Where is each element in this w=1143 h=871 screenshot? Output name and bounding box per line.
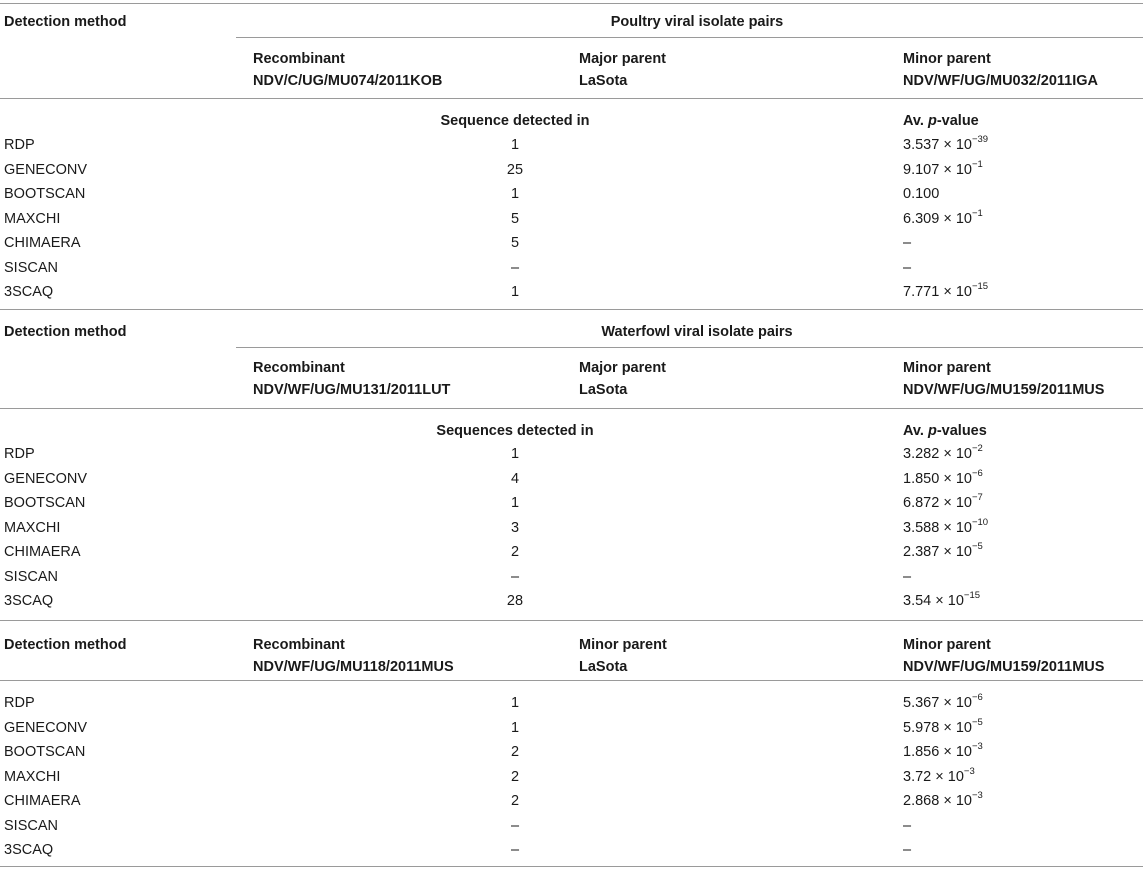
times-symbol: × — [943, 719, 952, 736]
method-name: GENECONV — [4, 161, 87, 178]
pvalue-column-header — [903, 422, 987, 440]
p-value-mantissa: 3.54 — [903, 593, 932, 609]
times-symbol: × — [943, 519, 952, 536]
p-value — [903, 568, 911, 586]
method-name: SISCAN — [4, 817, 58, 834]
times-symbol: × — [943, 284, 952, 300]
parent-b-label: Minor parent — [903, 51, 991, 67]
parent-a-name: LaSota — [579, 382, 628, 398]
p-value — [903, 494, 983, 512]
p-value — [903, 792, 983, 810]
sequence-count: 28 — [506, 593, 524, 609]
p-value — [903, 817, 911, 835]
method-name: CHIMAERA — [4, 793, 81, 809]
p-value-base: 10 — [955, 495, 972, 511]
p-value-base: 10 — [947, 768, 964, 785]
method-name: RDP — [4, 137, 35, 153]
p-value-base: 10 — [955, 744, 972, 760]
sequence-count: 5 — [510, 235, 520, 251]
times-symbol: × — [943, 446, 952, 462]
method-name: MAXCHI — [4, 768, 61, 785]
parent-b-name: NDV/WF/UG/MU159/2011MUS — [903, 659, 1105, 675]
p-value-exponent: −6 — [971, 692, 983, 704]
parent-b-name: NDV/WF/UG/MU159/2011MUS — [903, 382, 1105, 398]
table-rule — [0, 309, 1143, 310]
p-value-base: 10 — [955, 719, 972, 736]
p-value-exponent: −7 — [971, 492, 983, 504]
parent-a-label: Major parent — [579, 51, 667, 67]
sequence-count: 3 — [510, 519, 520, 536]
times-symbol: × — [943, 744, 952, 760]
p-value-plain: 0.100 — [903, 186, 940, 202]
p-value-exponent: −15 — [971, 281, 989, 293]
pvalue-header-post: -values — [936, 423, 987, 439]
sequence-count: 25 — [506, 161, 524, 178]
p-value-mantissa: 5.367 — [903, 695, 940, 711]
recombinant-label: Recombinant — [253, 637, 345, 653]
times-symbol: × — [943, 495, 952, 511]
p-value-mantissa: 2.868 — [903, 793, 940, 809]
recombinant-name: NDV/WF/UG/MU131/2011LUT — [253, 382, 451, 398]
method-name: GENECONV — [4, 719, 87, 736]
p-value — [903, 743, 983, 761]
p-value-plain: – — [903, 235, 912, 251]
p-value — [903, 283, 988, 301]
p-value-base: 10 — [955, 470, 972, 487]
group-title-rule — [236, 347, 1143, 348]
sequence-count: 1 — [510, 719, 520, 736]
p-value-base: 10 — [955, 544, 972, 560]
p-value-mantissa: 3.72 — [903, 768, 932, 785]
times-symbol: × — [935, 593, 944, 609]
p-value-exponent: −3 — [963, 765, 975, 777]
pvalue-header-italic: p — [927, 113, 937, 129]
method-name: SISCAN — [4, 259, 58, 276]
p-value-mantissa: 7.771 — [903, 284, 940, 300]
sequence-count: – — [510, 259, 520, 276]
section-subrule — [0, 98, 1143, 99]
p-value — [903, 185, 939, 203]
p-value — [903, 716, 983, 737]
p-value — [903, 207, 983, 228]
times-symbol: × — [943, 137, 952, 153]
pvalue-header-post: -value — [936, 113, 979, 129]
method-name: BOOTSCAN — [4, 495, 86, 511]
p-value-base: 10 — [955, 210, 972, 227]
p-value-plain: – — [903, 817, 912, 834]
table-rule — [0, 620, 1143, 621]
sequence-count: 1 — [510, 284, 520, 300]
p-value-base: 10 — [955, 446, 972, 462]
p-value-exponent: −3 — [971, 790, 983, 802]
recombinant-name: NDV/C/UG/MU074/2011KOB — [253, 73, 443, 89]
p-value-exponent: −39 — [971, 134, 989, 146]
parent-a-name: LaSota — [579, 73, 628, 89]
pvalue-column-header — [903, 112, 979, 130]
p-value-exponent: −6 — [971, 467, 983, 479]
p-value — [903, 516, 989, 537]
p-value — [903, 158, 983, 179]
method-name: SISCAN — [4, 568, 58, 585]
parent-a-label: Minor parent — [579, 637, 667, 653]
p-value — [903, 543, 983, 561]
p-value — [903, 445, 983, 463]
p-value-mantissa: 1.856 — [903, 744, 940, 760]
parent-b-name: NDV/WF/UG/MU032/2011IGA — [903, 73, 1098, 89]
recombinant-label: Recombinant — [253, 51, 345, 67]
detection-method-header: Detection method — [4, 14, 127, 30]
p-value — [903, 467, 983, 488]
method-name: CHIMAERA — [4, 235, 81, 251]
sequence-count: 2 — [510, 793, 520, 809]
times-symbol: × — [943, 695, 952, 711]
p-value — [903, 841, 911, 859]
sequence-count: – — [510, 842, 520, 858]
parent-b-label: Minor parent — [903, 360, 991, 376]
p-value-exponent: −3 — [971, 741, 983, 753]
detection-method-header: Detection method — [4, 637, 127, 653]
p-value — [903, 259, 911, 277]
sequence-count: 2 — [510, 768, 520, 785]
p-value-plain: – — [903, 842, 912, 858]
pvalue-header-pre: Av. — [903, 113, 928, 129]
times-symbol: × — [943, 161, 952, 178]
times-symbol: × — [943, 793, 952, 809]
method-name: 3SCAQ — [4, 284, 54, 300]
times-symbol: × — [943, 210, 952, 227]
p-value-mantissa: 6.309 — [903, 210, 940, 227]
p-value-exponent: −1 — [971, 158, 983, 170]
p-value-base: 10 — [955, 284, 972, 300]
section-subrule — [0, 408, 1143, 409]
sequence-count: 1 — [510, 495, 520, 511]
method-name: RDP — [4, 695, 35, 711]
sequence-count: – — [510, 568, 520, 585]
p-value-base: 10 — [955, 695, 972, 711]
parent-a-label: Major parent — [579, 360, 667, 376]
method-name: BOOTSCAN — [4, 744, 86, 760]
parent-b-label: Minor parent — [903, 637, 991, 653]
sequence-count: 4 — [510, 470, 520, 487]
p-value-base: 10 — [955, 161, 972, 178]
p-value-base: 10 — [955, 793, 972, 809]
p-value-mantissa: 1.850 — [903, 470, 940, 487]
method-name: CHIMAERA — [4, 544, 81, 560]
count-column-header: Sequences detected in — [436, 423, 594, 439]
p-value-mantissa: 3.537 — [903, 137, 940, 153]
p-value-mantissa: 3.588 — [903, 519, 940, 536]
times-symbol: × — [943, 544, 952, 560]
sequence-count: 1 — [510, 446, 520, 462]
p-value-exponent: −1 — [971, 207, 983, 219]
sequence-count: – — [510, 817, 520, 834]
p-value-mantissa: 2.387 — [903, 544, 940, 560]
p-value-exponent: −5 — [971, 716, 983, 728]
method-name: GENECONV — [4, 470, 87, 487]
recombinant-name: NDV/WF/UG/MU118/2011MUS — [253, 659, 454, 675]
p-value-mantissa: 3.282 — [903, 446, 940, 462]
p-value — [903, 694, 983, 712]
sequence-count: 1 — [510, 137, 520, 153]
p-value — [903, 592, 980, 610]
method-name: MAXCHI — [4, 210, 61, 227]
p-value-exponent: −2 — [971, 443, 983, 455]
sequence-count: 2 — [510, 544, 520, 560]
recombinant-label: Recombinant — [253, 360, 345, 376]
p-value — [903, 234, 911, 252]
times-symbol: × — [935, 768, 944, 785]
p-value — [903, 765, 975, 786]
sequence-count: 1 — [510, 186, 520, 202]
pvalue-header-italic: p — [927, 423, 937, 439]
count-column-header: Sequence detected in — [440, 113, 590, 129]
group-title: Waterfowl viral isolate pairs — [601, 324, 793, 340]
pvalue-header-pre: Av. — [903, 423, 928, 439]
method-name: RDP — [4, 446, 35, 462]
table-rule — [0, 3, 1143, 4]
sequence-count: 5 — [510, 210, 520, 227]
p-value-plain: – — [903, 259, 912, 276]
method-name: 3SCAQ — [4, 842, 54, 858]
detection-method-header: Detection method — [4, 324, 127, 340]
table-rule — [0, 866, 1143, 867]
p-value-mantissa: 9.107 — [903, 161, 940, 178]
times-symbol: × — [943, 470, 952, 487]
sequence-count: 2 — [510, 744, 520, 760]
section-subrule — [0, 680, 1143, 681]
p-value-base: 10 — [955, 519, 972, 536]
method-name: 3SCAQ — [4, 593, 54, 609]
p-value-mantissa: 6.872 — [903, 495, 940, 511]
p-value-plain: – — [903, 568, 912, 585]
method-name: MAXCHI — [4, 519, 61, 536]
group-title: Poultry viral isolate pairs — [610, 14, 784, 30]
p-value — [903, 136, 988, 154]
p-value-exponent: −5 — [971, 541, 983, 553]
p-value-base: 10 — [955, 137, 972, 153]
sequence-count: 1 — [510, 695, 520, 711]
p-value-exponent: −10 — [971, 516, 989, 528]
p-value-base: 10 — [947, 593, 964, 609]
parent-a-name: LaSota — [579, 659, 628, 675]
p-value-exponent: −15 — [963, 590, 981, 602]
method-name: BOOTSCAN — [4, 186, 86, 202]
p-value-mantissa: 5.978 — [903, 719, 940, 736]
group-title-rule — [236, 37, 1143, 38]
